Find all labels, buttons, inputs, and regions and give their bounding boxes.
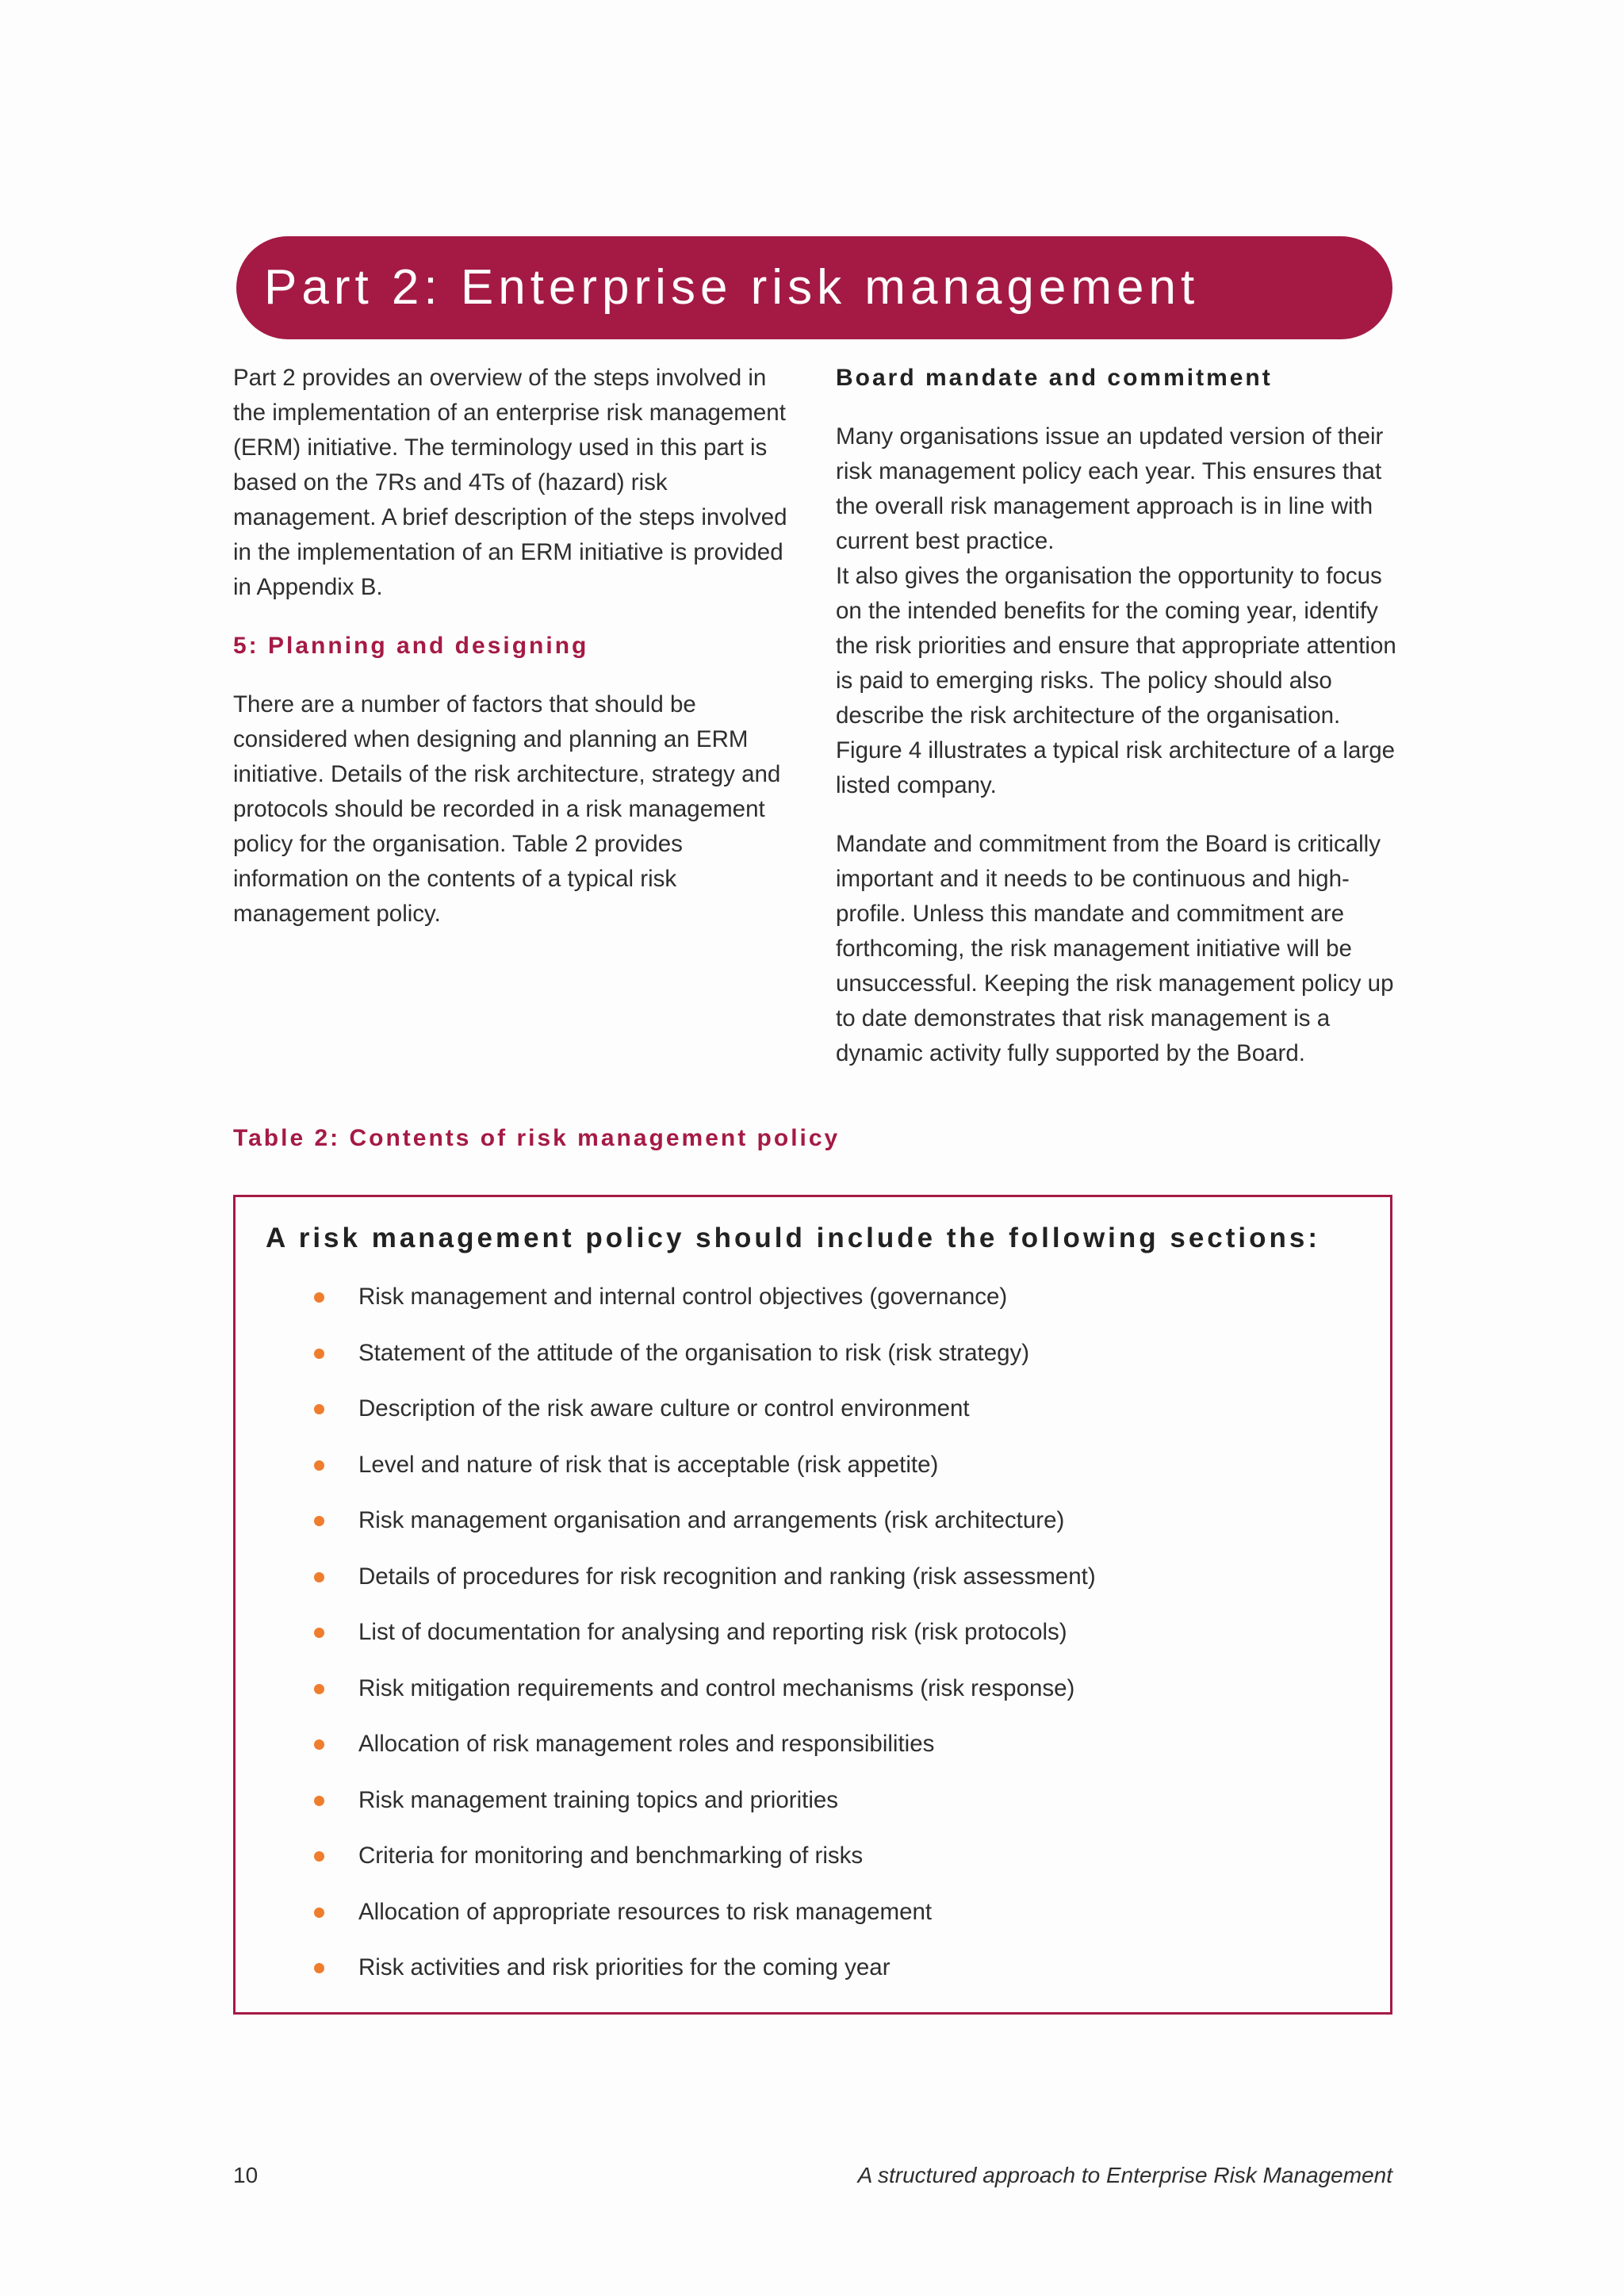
table-title: Table 2: Contents of risk management policy: [233, 1125, 841, 1151]
part-title: Part 2: Enterprise risk management: [264, 260, 1200, 315]
policy-box-heading: A risk management policy should include the following sections:: [266, 1223, 1321, 1253]
list-item: Description of the risk aware culture or control environment: [236, 1391, 1390, 1448]
bullet-icon: [314, 1796, 324, 1806]
list-item: Allocation of appropriate resources to risk management: [236, 1895, 1390, 1951]
list-item: Allocation of risk management roles and responsibilities: [236, 1727, 1390, 1783]
planning-paragraph: There are a number of factors that should be considered when designing and planning an ERM initiative. Details of the risk architecture, strategy and protocols should be recorded in a risk management policy for the organisation. Table 2 provides information on the contents of a typical risk management policy.: [233, 691, 781, 927]
bullet-icon: [314, 1349, 324, 1359]
footer-document-title: A structured approach to Enterprise Risk Management: [857, 2163, 1392, 2187]
board-mandate-heading: Board mandate and commitment: [836, 365, 1273, 391]
list-item: Risk management and internal control objectives (governance): [236, 1280, 1390, 1336]
bullet-icon: [314, 1739, 324, 1750]
list-item: Criteria for monitoring and benchmarking of risks: [236, 1839, 1390, 1895]
page-number: 10: [233, 2163, 259, 2187]
bullet-icon: [314, 1963, 324, 1973]
list-item: Risk activities and risk priorities for the coming year: [236, 1950, 1390, 2007]
list-item: List of documentation for analysing and reporting risk (risk protocols): [236, 1615, 1390, 1671]
planning-heading: 5: Planning and designing: [233, 633, 589, 659]
bullet-icon: [314, 1404, 324, 1414]
policy-section-list: [236, 1280, 1390, 2007]
bullet-icon: [314, 1460, 324, 1471]
mandate-paragraph-3: Mandate and commitment from the Board is critically important and it needs to be continuous and high-profile. Unless this mandate and commitment are forthcoming, the risk management initiative will be unsuccessful. Keeping the risk management policy up to date demonstrates that risk management is a dynamic activity fully supported by the Board.: [836, 831, 1394, 1066]
intro-paragraph: Part 2 provides an overview of the steps involved in the implementation of an enterprise risk management (ERM) initiative. The terminology used in this part is based on the 7Rs and 4Ts of (hazard) risk management. A brief description of the steps involved in the implementation of an ERM initiative is provided in Appendix B.: [233, 365, 787, 600]
left-column: [233, 361, 804, 932]
list-item: Details of procedures for risk recognition and ranking (risk assessment): [236, 1559, 1390, 1616]
bullet-icon: [314, 1572, 324, 1582]
list-item: Risk management organisation and arrangements (risk architecture): [236, 1503, 1390, 1559]
list-item: Level and nature of risk that is acceptable (risk appetite): [236, 1448, 1390, 1504]
bullet-icon: [314, 1516, 324, 1526]
mandate-paragraph-1: Many organisations issue an updated version of their risk management policy each year. This ensures that the overall risk management approach is in line with current best practice.: [836, 423, 1384, 554]
list-item: Risk mitigation requirements and control mechanisms (risk response): [236, 1671, 1390, 1728]
list-item: Statement of the attitude of the organisation to risk (risk strategy): [236, 1336, 1390, 1392]
part-banner: [236, 236, 1392, 339]
mandate-paragraph-2: It also gives the organisation the opportunity to focus on the intended benefits for the coming year, identify the risk priorities and ensure that appropriate attention is paid to emerging risks. The policy should also describe the risk architecture of the organisation. Figure 4 illustrates a typical risk architecture of a large listed company.: [836, 563, 1396, 798]
bullet-icon: [314, 1851, 324, 1862]
bullet-icon: [314, 1908, 324, 1918]
bullet-icon: [314, 1684, 324, 1694]
bullet-icon: [314, 1628, 324, 1638]
list-item: Risk management training topics and priorities: [236, 1783, 1390, 1839]
bullet-icon: [314, 1292, 324, 1303]
right-column: [836, 361, 1399, 1071]
policy-contents-box: [233, 1195, 1392, 2015]
